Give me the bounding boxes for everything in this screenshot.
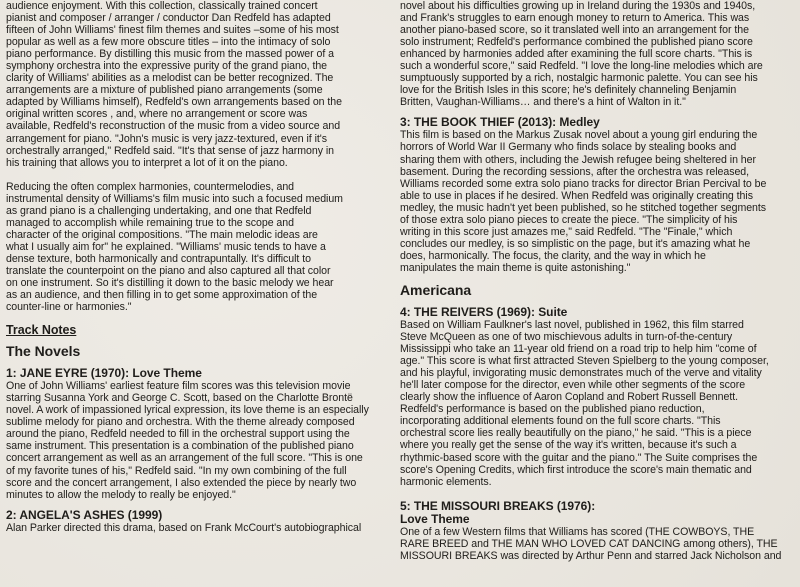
text-line: adapted by Williams himself), Redfeld's own arrangements based on the	[6, 96, 342, 109]
text-line: available, Redfeld's reconstruction of the music from a video source and	[6, 120, 341, 133]
text-line: translate the counterpoint on the piano and also captured all that color	[6, 264, 331, 277]
text-line: Redfeld's performance is based on the published piano reduction,	[400, 403, 705, 416]
text-line: audience enjoyment. With this collection, classically trained concert	[6, 0, 318, 12]
text-line: symphony orchestra into the expressive purity of the grand piano, the	[6, 60, 328, 73]
text-line: novel about his difficulties growing up in Ireland during the 1930s and 1940s,	[400, 0, 756, 12]
text-line: concert arrangement as well as an arrangement of the full score. "This is one	[6, 452, 363, 465]
text-line: on one instrument. So it's distilling it down to the basic melody we hear	[6, 277, 334, 290]
text-line: what I usually aim for" he explained. "Williams' music tends to have a	[6, 240, 326, 253]
text-line: where you really get the sense of the way it's written, because it's such a	[400, 439, 737, 452]
text-line: of my favorite tunes of his," Redfeld said. "In my own combining of the full	[6, 464, 347, 477]
track-3-title: 3: THE BOOK THIEF (2013): Medley	[400, 115, 600, 130]
left-column	[6, 0, 388, 534]
text-line: clarity of Williams' abilities as a melodist can be better recognized. The	[6, 72, 334, 85]
text-line: arrangements are a mixture of published piano arrangements (some	[6, 84, 323, 97]
text-line: medley, the music hadn't yet been published, so he stitched together segments	[400, 201, 767, 214]
text-line: Britten, Vaughan-Williams… and there's a hint of Walton in it."	[400, 96, 686, 109]
text-line: score and the concert arrangement, I also extended the piece by nearly two	[6, 476, 357, 489]
text-line: piano performance. By distilling this music from the massed power of a	[6, 48, 334, 61]
text-line: solo instrument; Redfeld's performance combined the published piano score	[400, 36, 753, 49]
text-line: and Frank's struggles to earn enough money to return to America. This was	[400, 12, 750, 25]
text-line: orchestrally arranged," Redfeld said. "It's that sense of jazz harmony in	[6, 144, 334, 157]
reducing-paragraph	[6, 181, 388, 314]
text-line: rhythmic-based score with the guitar and the piano." The Suite comprises the	[400, 451, 758, 464]
track-2-text-continued	[400, 0, 792, 108]
text-line: Reducing the often complex harmonies, countermelodies, and	[6, 180, 295, 193]
text-line: such a wonderful score," said Redfeld. "I love the long-line melodies which are	[400, 60, 763, 73]
text-line: does, harmonically. The focus, the clarity, and the way in which he	[400, 249, 706, 262]
text-line: incorporating additional elements found on the full score charts. "This	[400, 415, 721, 428]
text-line: RARE BREED and THE MAN WHO LOVED CAT DANCING among others), THE	[400, 537, 778, 550]
text-line: writing in this score just amazes me," said Redfeld. "The "Finale," which	[400, 225, 733, 238]
text-line: minutes to allow the melody to really be enjoyed."	[6, 488, 236, 501]
intro-paragraph	[6, 0, 388, 169]
text-line: as an audience, and then filling in to get some approximation of the	[6, 289, 318, 302]
text-line: managed to accomplish while remaining true to the scope and	[6, 216, 294, 229]
track-3-text	[400, 129, 792, 274]
track-notes-heading: Track Notes	[6, 323, 77, 338]
text-line: Alan Parker directed this drama, based on Frank McCourt's autobiographical	[6, 521, 362, 534]
text-line: popular as well as a few more obscure titles – into the intimacy of solo	[6, 36, 331, 49]
text-line: able to use in places if he desired. When Redfeld was originally creating this	[400, 189, 753, 202]
track-5-subtitle: Love Theme	[400, 511, 470, 526]
track-2-title: 2: ANGELA'S ASHES (1999)	[6, 507, 163, 522]
text-line: he'll later compose for the director, even while other segments of the score	[400, 379, 746, 392]
text-line: character of the original compositions. "The main melodic ideas are	[6, 228, 318, 241]
text-line: age." This score is what first attracted Steven Spielberg to the young composer,	[400, 355, 769, 368]
text-line: enhanced by harmonies added after examining the full score charts. "This is	[400, 48, 753, 61]
text-line: Mississippi who take an 11-year old friend on a road trip to help him "come of	[400, 343, 757, 356]
text-line: starring Susanna York and George C. Scott, based on the Charlotte Brontë	[6, 392, 353, 405]
track-1-title: 1: JANE EYRE (1970): Love Theme	[6, 366, 202, 381]
text-line: horrors of World War II Germany who finds solace by stealing books and	[400, 141, 737, 154]
right-column	[400, 0, 792, 562]
track-1-text	[6, 380, 388, 500]
text-line: basement. During the recording sessions, after the orchestra was released,	[400, 165, 750, 178]
text-line: manipulates the main theme is quite astonishing."	[400, 261, 631, 274]
text-line: original written scores , and, where no arrangement or score was	[6, 108, 308, 121]
text-line: This film is based on the Markus Zusak novel about a young girl enduring the	[400, 129, 758, 142]
text-line: One of John Williams' earliest feature film scores was this television movie	[6, 380, 351, 393]
text-line: sublime melody for piano and orchestra. With the theme already composed	[6, 416, 355, 429]
text-line: Williams recorded some extra solo piano tracks for director Brian Percival to be	[400, 177, 767, 190]
text-line: instrumental density of Williams's film music into such a focused medium	[6, 192, 343, 205]
text-line: Steve McQueen as one of two mischievous adults in turn-of-the-century	[400, 331, 733, 344]
text-line: another piano-based score, so it translated well into an arrangement for the	[400, 24, 749, 37]
text-line: score's Opening Credits, which first introduce the score's main thematic and	[400, 463, 752, 476]
text-line: One of a few Western films that Williams has scored (THE COWBOYS, THE	[400, 525, 755, 538]
text-line: as grand piano is a challenging undertaking, and one that Redfeld	[6, 204, 312, 217]
text-line: harmonic elements.	[400, 475, 492, 488]
text-line: Based on William Faulkner's last novel, published in 1962, this film starred	[400, 318, 744, 331]
text-line: sumptuously supported by a rich, nostalgic harmonic palette. You can see his	[400, 72, 758, 85]
text-line: his training that allows you to interpret a lot of it on the piano.	[6, 156, 288, 169]
text-line: same instrument. This presentation is a combination of the published piano	[6, 440, 354, 453]
track-4-text	[400, 319, 792, 488]
track-5-title: 5: THE MISSOURI BREAKS (1976):	[400, 498, 596, 513]
text-line: arrangement for piano. "John's music is very jazz-textured, even if it's	[6, 132, 327, 145]
text-line: MISSOURI BREAKS was directed by Arthur Penn and starred Jack Nicholson and	[400, 549, 782, 562]
track-5-text	[400, 526, 792, 562]
text-line: of those extra solo piano pieces to create the piece. "The simplicity of his	[400, 213, 738, 226]
text-line: orchestral score lies really beautifully on the piano," he said. "This is a piece	[400, 427, 752, 440]
text-line: clearly show the influence of Aaron Copland and Robert Russell Bennett.	[400, 391, 739, 404]
text-line: novel. A work of impassioned lyrical expression, its love theme is an especially	[6, 404, 369, 417]
text-line: concludes our medley, is so simplistic on the page, but it's amazing what he	[400, 237, 751, 250]
text-line: counter-line or harmonies."	[6, 301, 132, 314]
track-4-title: 4: THE REIVERS (1969): Suite	[400, 304, 568, 319]
text-line: love for the British Isles in this score; he's definitely channeling Benjamin	[400, 84, 737, 97]
text-line: dense texture, both harmonically and contrapuntally. It's difficult to	[6, 252, 311, 265]
text-line: sharing them with others, including the Jewish refugee being sheltered in her	[400, 153, 756, 166]
text-line: around the piano, Redfeld needed to fill in the orchestral support using the	[6, 428, 350, 441]
text-line: pianist and composer / arranger / conductor Dan Redfeld has adapted	[6, 12, 331, 25]
text-line: and his playful, invigorating music demonstrates much of the verve and vitality	[400, 367, 762, 380]
novels-heading: The Novels	[6, 343, 81, 360]
americana-heading: Americana	[400, 281, 472, 298]
text-line: fifteen of John Williams' finest film themes and suites –some of his most	[6, 24, 339, 37]
track-2-text	[6, 522, 388, 534]
